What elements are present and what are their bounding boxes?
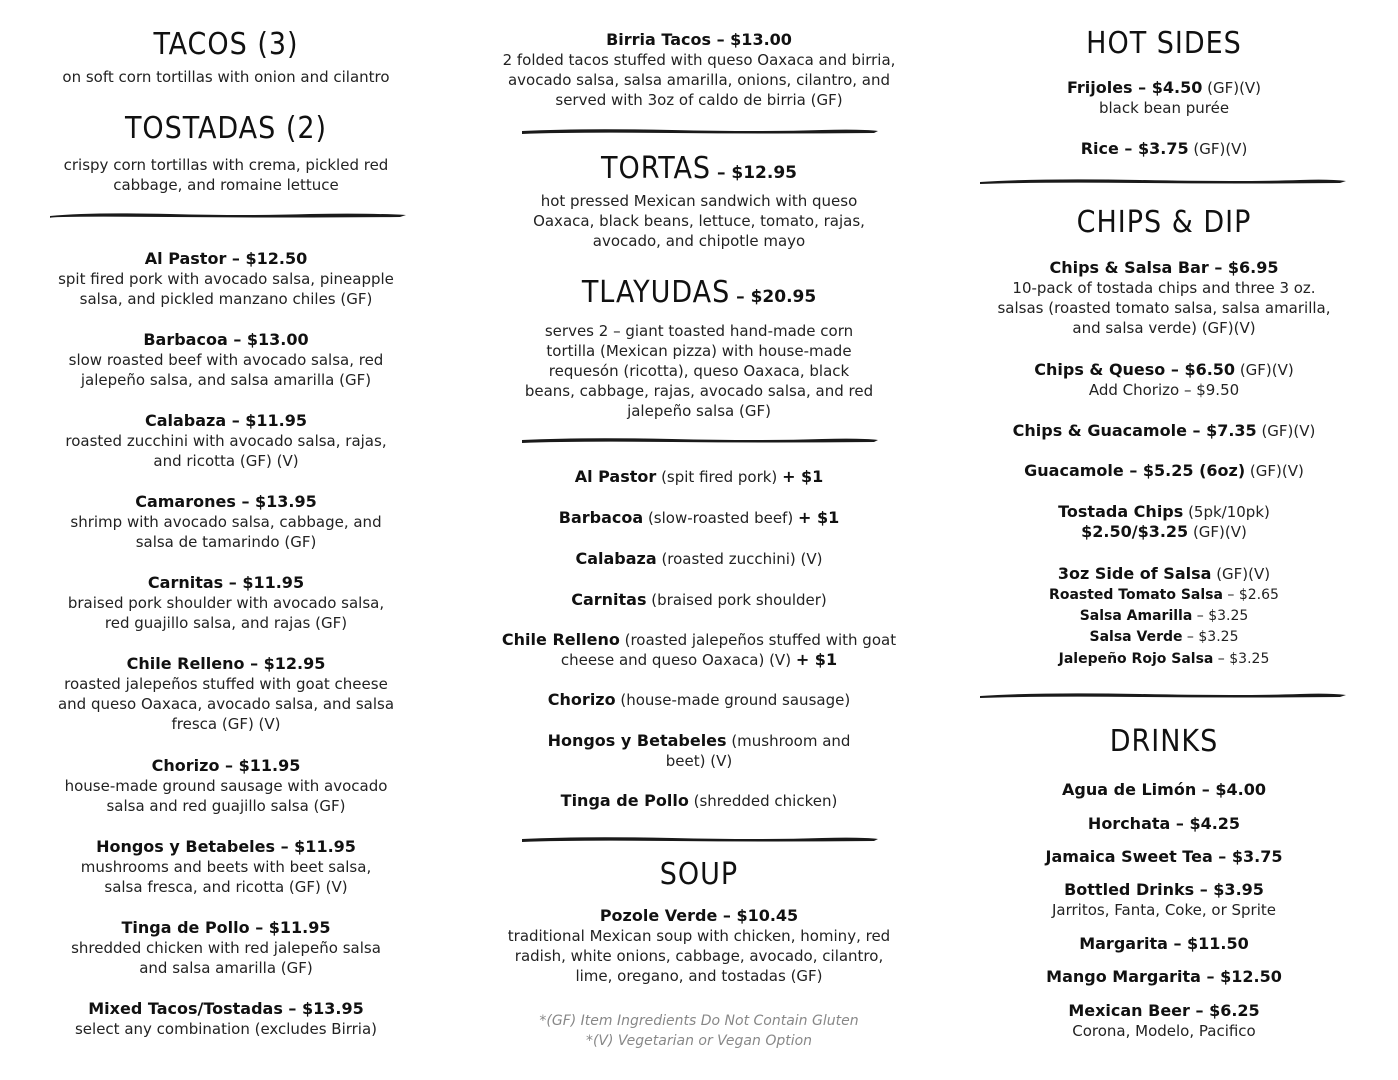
guacamole-item: Guacamole – $5.25 (6oz) (GF)(V) <box>1024 461 1304 480</box>
salsa-option: Salsa Amarilla – $3.25 <box>1079 608 1249 624</box>
brush-divider <box>522 435 878 445</box>
tortas-description: hot pressed Mexican sandwich with queso Oaxaca, black beans, lettuce, tomato, rajas, avocado, and chipotle mayo <box>533 192 865 250</box>
filling-option: Al Pastor (spit fired pork) + $1 <box>574 467 824 486</box>
drink-item: Mango Margarita – $12.50 <box>1046 967 1282 986</box>
filling-option: Chorizo (house-made ground sausage) <box>547 690 851 709</box>
menu-item: Barbacoa – $13.00 slow roasted beef with avocado salsa, red jalepeño salsa, and salsa amarilla (GF) <box>68 330 384 389</box>
chips-salsa-bar-item: Chips & Salsa Bar – $6.95 10-pack of tostada chips and three 3 oz. salsas (roasted tomato salsa, salsa amarilla, and salsa verde) (GF)(V) <box>997 258 1331 337</box>
soup-heading: SOUP <box>659 857 739 892</box>
tlayudas-heading: TLAYUDAS – $20.95 <box>581 275 817 310</box>
filling-option: Barbacoa (slow-roasted beef) + $1 <box>558 508 840 527</box>
chips-queso-item: Chips & Queso – $6.50 (GF)(V) Add Chorizo – $9.50 <box>1034 360 1294 399</box>
salsa-option: Roasted Tomato Salsa – $2.65 <box>1049 587 1279 603</box>
filling-option: Carnitas (braised pork shoulder) <box>571 590 827 609</box>
menu-item: Mixed Tacos/Tostadas – $13.95 select any combination (excludes Birria) <box>74 999 378 1038</box>
chips-guacamole-item: Chips & Guacamole – $7.35 (GF)(V) <box>1012 421 1316 440</box>
gluten-note: *(GF) Item Ingredients Do Not Contain Gluten <box>539 1013 859 1029</box>
side-item: Rice – $3.75 (GF)(V) <box>1080 139 1248 158</box>
birria-tacos-item: Birria Tacos – $13.00 2 folded tacos stuffed with queso Oaxaca and birria, avocado salsa, salsa amarilla, onions, cilantro, and served with 3oz of caldo de birria (GF) <box>502 30 896 109</box>
salsa-option: Salsa Verde – $3.25 <box>1089 629 1239 645</box>
brush-divider <box>522 126 878 136</box>
filling-option: Hongos y Betabeles (mushroom and beet) (V) <box>547 731 851 770</box>
menu-item: Chile Relleno – $12.95 roasted jalepeños stuffed with goat cheese and queso Oaxaca, avocado salsa, and salsa fresca (GF) (V) <box>57 654 395 733</box>
drink-item: Horchata – $4.25 <box>1087 814 1241 833</box>
brush-divider <box>50 210 406 220</box>
drink-item: Bottled Drinks – $3.95 Jarritos, Fanta, Coke, or Sprite <box>1052 880 1276 919</box>
drink-item: Jamaica Sweet Tea – $3.75 <box>1045 847 1283 866</box>
filling-option: Tinga de Pollo (shredded chicken) <box>560 791 838 810</box>
tostadas-heading: TOSTADAS (2) <box>124 111 328 146</box>
pozole-verde-item: Pozole Verde – $10.45 traditional Mexican soup with chicken, hominy, red radish, white onions, cabbage, avocado, cilantro, lime, oregano, and tostadas (GF) <box>507 906 891 985</box>
side-item: Frijoles – $4.50 (GF)(V) black bean purée <box>1066 78 1262 117</box>
drinks-heading: DRINKS <box>1109 724 1219 759</box>
hot-sides-heading: HOT SIDES <box>1086 26 1242 61</box>
brush-divider <box>522 834 878 844</box>
drink-item: Margarita – $11.50 <box>1079 934 1249 953</box>
brush-divider <box>980 176 1346 186</box>
drink-item: Agua de Limón – $4.00 <box>1062 780 1266 799</box>
filling-option: Chile Relleno (roasted jalepeños stuffed with goat cheese and queso Oaxaca) (V) + $1 <box>501 630 897 669</box>
menu-item: Carnitas – $11.95 braised pork shoulder with avocado salsa, red guajillo salsa, and rajas (GF) <box>67 573 385 632</box>
tlayudas-description: serves 2 – giant toasted hand-made corn tortilla (Mexican pizza) with house-made requesón (ricotta), queso Oaxaca, black beans, cabbage, rajas, avocado salsa, and red jalepeño salsa (GF) <box>524 322 874 420</box>
drink-item: Mexican Beer – $6.25 Corona, Modelo, Pacifico <box>1068 1001 1260 1040</box>
salsa-option: Jalepeño Rojo Salsa – $3.25 <box>1058 651 1270 667</box>
tostadas-description: crispy corn tortillas with crema, pickled red cabbage, and romaine lettuce <box>63 156 389 194</box>
menu-item: Calabaza – $11.95 roasted zucchini with avocado salsa, rajas, and ricotta (GF) (V) <box>65 411 387 470</box>
tacos-heading: TACOS (3) <box>153 27 299 62</box>
tostada-chips-item: Tostada Chips (5pk/10pk) $2.50/$3.25 (GF)(V) <box>1058 502 1270 541</box>
vegetarian-note: *(V) Vegetarian or Vegan Option <box>585 1033 813 1049</box>
menu-item: Al Pastor – $12.50 spit fired pork with avocado salsa, pineapple salsa, and pickled manzano chiles (GF) <box>58 249 394 308</box>
menu-item: Camarones – $13.95 shrimp with avocado salsa, cabbage, and salsa de tamarindo (GF) <box>70 492 382 551</box>
chips-dip-heading: CHIPS & DIP <box>1076 205 1252 240</box>
menu-item: Tinga de Pollo – $11.95 shredded chicken with red jalepeño salsa and salsa amarilla (GF) <box>71 918 381 977</box>
tortas-heading: TORTAS – $12.95 <box>601 151 797 186</box>
filling-option: Calabaza (roasted zucchini) (V) <box>575 549 823 568</box>
brush-divider <box>980 690 1346 700</box>
tacos-description: on soft corn tortillas with onion and cilantro <box>62 68 390 86</box>
menu-item: Chorizo – $11.95 house-made ground sausage with avocado salsa and red guajillo salsa (GF) <box>64 756 388 815</box>
menu-item: Hongos y Betabeles – $11.95 mushrooms and beets with beet salsa, salsa fresca, and ricotta (GF) (V) <box>80 837 372 896</box>
side-salsa-item: 3oz Side of Salsa (GF)(V) <box>1057 564 1271 583</box>
